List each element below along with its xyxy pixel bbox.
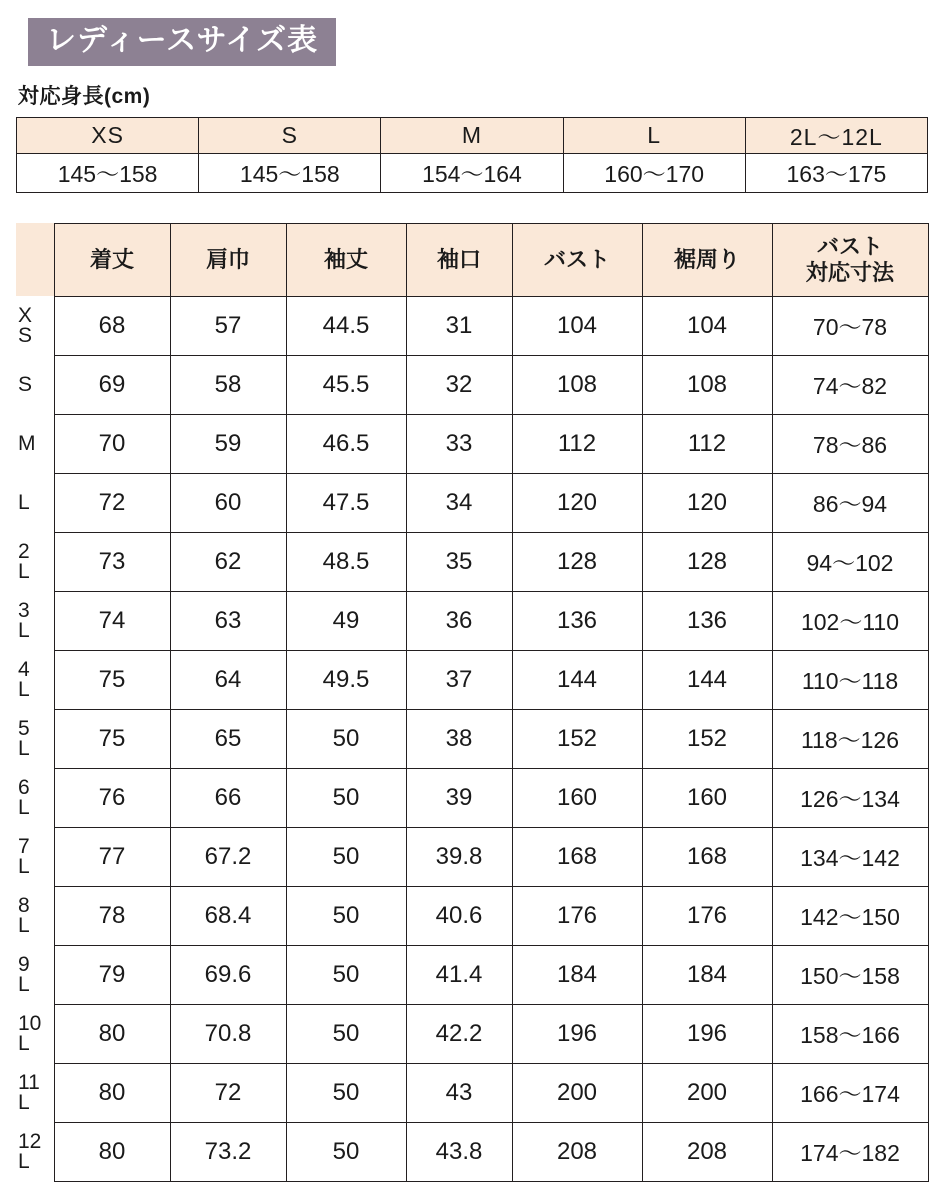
measurement-cell: 86〜94 <box>772 473 928 532</box>
table-row <box>16 591 928 650</box>
measurement-cell: 70〜78 <box>772 296 928 355</box>
measurement-cell: 62 <box>170 532 286 591</box>
measurement-cell: 126〜134 <box>772 768 928 827</box>
measurement-cell: 64 <box>170 650 286 709</box>
measurement-cell: 160 <box>512 768 642 827</box>
row-size-label <box>16 1004 54 1063</box>
measurement-cell: 196 <box>512 1004 642 1063</box>
measurement-cell: 63 <box>170 591 286 650</box>
table-row <box>16 768 928 827</box>
row-size-label-line: 4 <box>18 657 30 681</box>
table-row <box>16 1063 928 1122</box>
measurement-cell: 72 <box>170 1063 286 1122</box>
measurement-cell: 45.5 <box>286 355 406 414</box>
measurement-cell: 74 <box>54 591 170 650</box>
measurement-cell: 152 <box>512 709 642 768</box>
measurement-header-row <box>16 223 928 296</box>
page-title: レディースサイズ表 <box>28 18 336 66</box>
measurement-cell: 80 <box>54 1122 170 1181</box>
row-size-label <box>16 414 54 473</box>
row-size-label-line: L <box>18 795 30 819</box>
measurement-cell: 42.2 <box>406 1004 512 1063</box>
row-size-label-line: L <box>18 854 30 878</box>
measurement-cell: 73 <box>54 532 170 591</box>
measurement-cell: 41.4 <box>406 945 512 1004</box>
height-table-row <box>17 153 928 192</box>
measurement-cell: 77 <box>54 827 170 886</box>
measurement-table-body <box>16 296 928 1181</box>
measurement-cell: 166〜174 <box>772 1063 928 1122</box>
row-size-label-line: L <box>18 559 30 583</box>
measurement-cell: 176 <box>512 886 642 945</box>
measurement-cell: 200 <box>512 1063 642 1122</box>
measurement-cell: 68 <box>54 296 170 355</box>
measurement-cell: 80 <box>54 1004 170 1063</box>
height-table <box>16 117 928 193</box>
table-row <box>16 414 928 473</box>
measurement-cell: 118〜126 <box>772 709 928 768</box>
row-size-label <box>16 1122 54 1181</box>
row-size-label-line: 10 <box>18 1011 42 1035</box>
row-size-label <box>16 591 54 650</box>
measurement-cell: 136 <box>512 591 642 650</box>
measurement-cell: 50 <box>286 1004 406 1063</box>
measurement-cell: 110〜118 <box>772 650 928 709</box>
measurement-cell: 208 <box>642 1122 772 1181</box>
measurement-cell: 168 <box>642 827 772 886</box>
measurement-cell: 70.8 <box>170 1004 286 1063</box>
column-header-sodeguchi: 袖口 <box>406 223 512 296</box>
height-range-cell: 160〜170 <box>563 153 745 192</box>
measurement-cell: 58 <box>170 355 286 414</box>
measurement-cell: 208 <box>512 1122 642 1181</box>
measurement-cell: 128 <box>642 532 772 591</box>
column-header-susomawari: 裾周り <box>642 223 772 296</box>
column-header-katahaba: 肩巾 <box>170 223 286 296</box>
column-header-sodetake: 袖丈 <box>286 223 406 296</box>
table-row <box>16 532 928 591</box>
measurement-cell: 74〜82 <box>772 355 928 414</box>
measurement-cell: 94〜102 <box>772 532 928 591</box>
measurement-cell: 46.5 <box>286 414 406 473</box>
table-row <box>16 473 928 532</box>
measurement-cell: 152 <box>642 709 772 768</box>
measurement-cell: 176 <box>642 886 772 945</box>
column-header-bust-fit-line2: 対応寸法 <box>805 259 894 285</box>
column-header-kitake: 着丈 <box>54 223 170 296</box>
measurement-cell: 50 <box>286 1122 406 1181</box>
measurement-cell: 120 <box>512 473 642 532</box>
measurement-cell: 134〜142 <box>772 827 928 886</box>
measurement-cell: 36 <box>406 591 512 650</box>
measurement-cell: 144 <box>512 650 642 709</box>
measurement-cell: 79 <box>54 945 170 1004</box>
measurement-cell: 60 <box>170 473 286 532</box>
row-size-label <box>16 296 54 355</box>
measurement-cell: 37 <box>406 650 512 709</box>
table-row <box>16 296 928 355</box>
measurement-cell: 34 <box>406 473 512 532</box>
height-table-header-row <box>17 117 928 153</box>
row-size-label-line: 12 <box>18 1129 42 1153</box>
measurement-cell: 78〜86 <box>772 414 928 473</box>
measurement-cell: 47.5 <box>286 473 406 532</box>
table-row <box>16 1004 928 1063</box>
height-section-label: 対応身長(cm) <box>18 84 151 108</box>
row-size-label-line: 8 <box>18 893 30 917</box>
measurement-cell: 66 <box>170 768 286 827</box>
measurement-cell: 43.8 <box>406 1122 512 1181</box>
measurement-cell: 160 <box>642 768 772 827</box>
height-size-header: S <box>199 117 381 153</box>
measurement-cell: 144 <box>642 650 772 709</box>
row-size-label-line: L <box>18 736 30 760</box>
table-row <box>16 1122 928 1181</box>
row-size-label-line: M <box>18 431 36 455</box>
height-size-header: L <box>563 117 745 153</box>
measurement-cell: 68.4 <box>170 886 286 945</box>
column-header-bust-fit <box>772 223 928 296</box>
row-size-label-line: L <box>18 618 30 642</box>
measurement-cell: 200 <box>642 1063 772 1122</box>
row-size-label <box>16 768 54 827</box>
measurement-cell: 39 <box>406 768 512 827</box>
measurement-cell: 104 <box>642 296 772 355</box>
size-corner-cell <box>16 223 54 296</box>
row-size-label <box>16 886 54 945</box>
measurement-cell: 40.6 <box>406 886 512 945</box>
row-size-label-line: 5 <box>18 716 30 740</box>
row-size-label <box>16 355 54 414</box>
measurement-cell: 196 <box>642 1004 772 1063</box>
measurement-cell: 50 <box>286 945 406 1004</box>
row-size-label-line: 7 <box>18 834 30 858</box>
measurement-cell: 142〜150 <box>772 886 928 945</box>
row-size-label-line: L <box>18 1031 30 1055</box>
measurement-cell: 50 <box>286 827 406 886</box>
measurement-cell: 31 <box>406 296 512 355</box>
measurement-cell: 75 <box>54 650 170 709</box>
row-size-label-line: L <box>18 677 30 701</box>
row-size-label-line: 3 <box>18 598 30 622</box>
measurement-cell: 69.6 <box>170 945 286 1004</box>
measurement-table <box>16 223 929 1182</box>
row-size-label <box>16 827 54 886</box>
height-range-cell: 163〜175 <box>745 153 927 192</box>
measurement-cell: 50 <box>286 709 406 768</box>
measurement-cell: 65 <box>170 709 286 768</box>
height-size-header: 2L〜12L <box>745 117 927 153</box>
measurement-cell: 158〜166 <box>772 1004 928 1063</box>
measurement-cell: 43 <box>406 1063 512 1122</box>
measurement-cell: 174〜182 <box>772 1122 928 1181</box>
measurement-cell: 108 <box>512 355 642 414</box>
measurement-cell: 35 <box>406 532 512 591</box>
measurement-cell: 59 <box>170 414 286 473</box>
measurement-cell: 57 <box>170 296 286 355</box>
row-size-label-line: L <box>18 913 30 937</box>
measurement-cell: 38 <box>406 709 512 768</box>
measurement-cell: 32 <box>406 355 512 414</box>
measurement-cell: 184 <box>512 945 642 1004</box>
measurement-cell: 168 <box>512 827 642 886</box>
measurement-cell: 33 <box>406 414 512 473</box>
measurement-section <box>16 223 926 1182</box>
measurement-cell: 112 <box>642 414 772 473</box>
table-row <box>16 709 928 768</box>
row-size-label-line: S <box>18 323 33 347</box>
measurement-cell: 80 <box>54 1063 170 1122</box>
row-size-label-line: 2 <box>18 539 30 563</box>
height-range-cell: 145〜158 <box>17 153 199 192</box>
column-header-bust-fit-line1: バスト <box>816 234 883 260</box>
measurement-cell: 136 <box>642 591 772 650</box>
measurement-cell: 50 <box>286 886 406 945</box>
row-size-label-line: X <box>18 303 33 327</box>
row-size-label <box>16 1063 54 1122</box>
measurement-cell: 150〜158 <box>772 945 928 1004</box>
row-size-label <box>16 945 54 1004</box>
row-size-label <box>16 473 54 532</box>
table-row <box>16 650 928 709</box>
measurement-cell: 48.5 <box>286 532 406 591</box>
measurement-cell: 72 <box>54 473 170 532</box>
height-size-header: XS <box>17 117 199 153</box>
measurement-cell: 104 <box>512 296 642 355</box>
measurement-cell: 120 <box>642 473 772 532</box>
measurement-cell: 39.8 <box>406 827 512 886</box>
measurement-cell: 128 <box>512 532 642 591</box>
measurement-cell: 75 <box>54 709 170 768</box>
column-header-bust: バスト <box>512 223 642 296</box>
measurement-cell: 49 <box>286 591 406 650</box>
height-range-cell: 154〜164 <box>381 153 563 192</box>
row-size-label-line: L <box>18 1149 30 1173</box>
measurement-cell: 102〜110 <box>772 591 928 650</box>
measurement-cell: 70 <box>54 414 170 473</box>
measurement-cell: 73.2 <box>170 1122 286 1181</box>
measurement-cell: 76 <box>54 768 170 827</box>
row-size-label-line: L <box>18 490 30 514</box>
row-size-label-line: S <box>18 372 33 396</box>
height-range-cell: 145〜158 <box>199 153 381 192</box>
row-size-label-line: 11 <box>18 1070 40 1094</box>
measurement-cell: 50 <box>286 768 406 827</box>
measurement-cell: 78 <box>54 886 170 945</box>
measurement-cell: 108 <box>642 355 772 414</box>
row-size-label-line: 6 <box>18 775 30 799</box>
row-size-label <box>16 532 54 591</box>
row-size-label <box>16 709 54 768</box>
measurement-cell: 184 <box>642 945 772 1004</box>
height-size-header: M <box>381 117 563 153</box>
table-row <box>16 827 928 886</box>
row-size-label-line: 9 <box>18 952 30 976</box>
table-row <box>16 355 928 414</box>
measurement-cell: 112 <box>512 414 642 473</box>
row-size-label <box>16 650 54 709</box>
measurement-cell: 50 <box>286 1063 406 1122</box>
measurement-cell: 49.5 <box>286 650 406 709</box>
measurement-cell: 69 <box>54 355 170 414</box>
row-size-label-line: L <box>18 972 30 996</box>
table-row <box>16 886 928 945</box>
table-row <box>16 945 928 1004</box>
row-size-label-line: L <box>18 1090 30 1114</box>
measurement-cell: 44.5 <box>286 296 406 355</box>
measurement-cell: 67.2 <box>170 827 286 886</box>
